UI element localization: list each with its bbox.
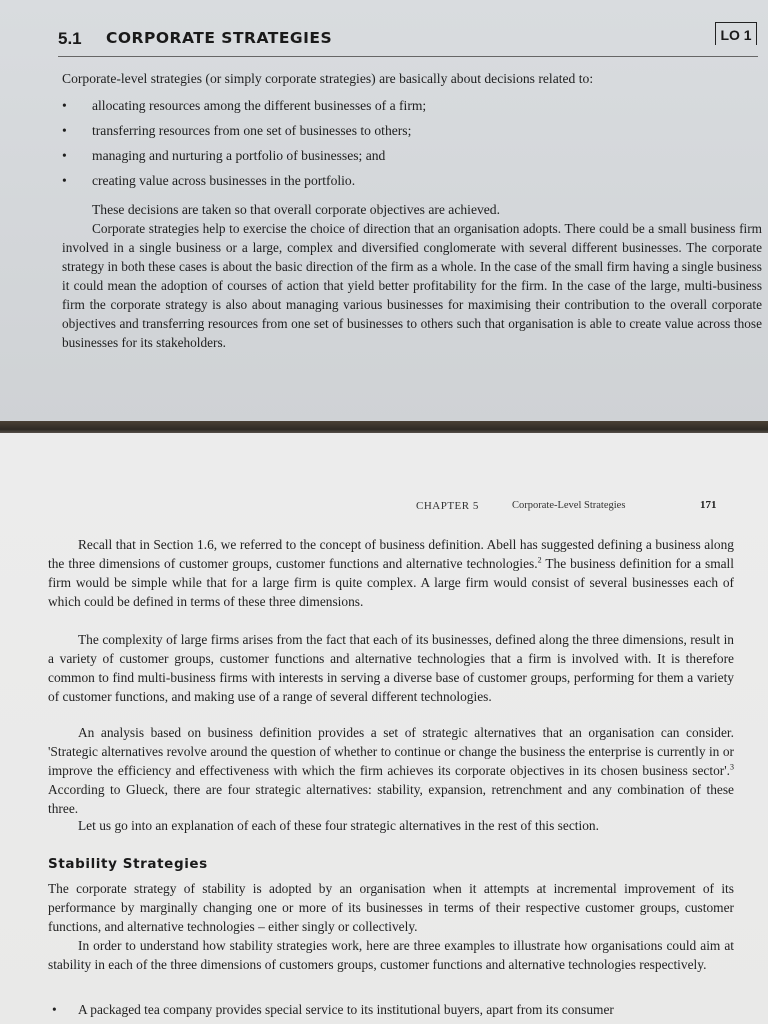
bullet-icon: • (62, 148, 67, 163)
section-rule (58, 56, 758, 57)
paragraph: These decisions are taken so that overall corporate objectives are achieved. (92, 202, 501, 217)
learning-objective-badge: LO 1 (715, 22, 757, 45)
running-title: Corporate-Level Strategies (512, 500, 626, 511)
section-title: CORPORATE STRATEGIES (106, 29, 333, 47)
bullet-item: • transferring resources from one set of businesses to others; (62, 123, 412, 138)
bullet-item: • managing and nurturing a portfolio of businesses; and (62, 148, 386, 163)
page-number: 171 (700, 499, 717, 511)
upper-page (0, 0, 768, 425)
intro-paragraph: Corporate-level strategies (or simply corporate strategies) are basically about decisions related to: (62, 71, 594, 86)
bullet-icon: • (62, 173, 67, 188)
bullet-item: • creating value across businesses in the portfolio. (62, 173, 356, 188)
bullet-icon: • (62, 98, 67, 113)
paragraph: The complexity of large firms arises from the fact that each of its businesses, defined along the three dimensions, result in a variety of customer groups, customer functions and alternative technologies that a firm is involved with. It is therefore common to find multi-business firms with interests in serving a diverse base of customer groups, performing for them a variety of customer functions, and making use of a range of several different technologies. (48, 632, 734, 704)
paragraph: Let us go into an explanation of each of these four strategic alternatives in the rest of this section. (78, 818, 599, 833)
paragraph: In order to understand how stability strategies work, here are three examples to illustrate how organisations could aim at stability in each of the three dimensions of customers groups, customer functions and alternative technologies respectively. (48, 938, 734, 972)
paragraph: An analysis based on business definition provides a set of strategic alternatives that an organisation can consider. 'Strategic alternatives revolve around the question of whether to continue or change the business the enterprise is currently in or improve the efficiency and effectiveness with which the firm achieves its corporate objectives in its chosen business sector'.$^3$ According to Glueck, there are four strategic alternatives: stability, expansion, retrenchment and any combination of these three. (48, 725, 734, 816)
paragraph: Corporate strategies help to exercise the choice of direction that an organisation adopts. There could be a small business firm involved in a single business or a large, complex and diversified conglomerate with several different businesses. The corporate strategy in both these cases is about the basic direction of the firm as a whole. In the case of the small firm having a single business it could mean the adoption of courses of action that yield better profitability for the firm. In the case of the large, multi-business firm the corporate strategy is also about managing various businesses for maximising their contribution to the overall corporate objectives and transferring resources from one set of businesses to others such that organisation is able to create value across those businesses for its stakeholders. (62, 221, 762, 350)
footnote-ref: 2 (537, 555, 542, 565)
subheading: Stability Strategies (48, 856, 208, 872)
running-head: CHAPTER 5 (416, 500, 479, 512)
bullet-item: • A packaged tea company provides special service to its institutional buyers, apart from its consumer (52, 1002, 614, 1017)
bullet-icon: • (52, 1002, 57, 1017)
paragraph: The corporate strategy of stability is adopted by an organisation when it attempts at incremental improvement of its performance by marginally changing one or more of its businesses in terms of their respective customer groups, customer functions, and alternative technologies – either singly or collectively. (48, 881, 734, 934)
bullet-icon: • (62, 123, 67, 138)
paragraph: Recall that in Section 1.6, we referred to the concept of business definition. Abell has suggested defining a business along the three dimensions of customer groups, customer functions and alternative technologies.$^2$ The business definition for a small firm would be simple while that for a large firm is quite complex. A large firm would consist of several businesses each of which could be defined in terms of these three dimensions. (48, 537, 734, 609)
footnote-ref: 3 (730, 762, 734, 772)
bullet-item: • allocating resources among the different businesses of a firm; (62, 98, 427, 113)
section-number: 5.1 (58, 29, 82, 48)
